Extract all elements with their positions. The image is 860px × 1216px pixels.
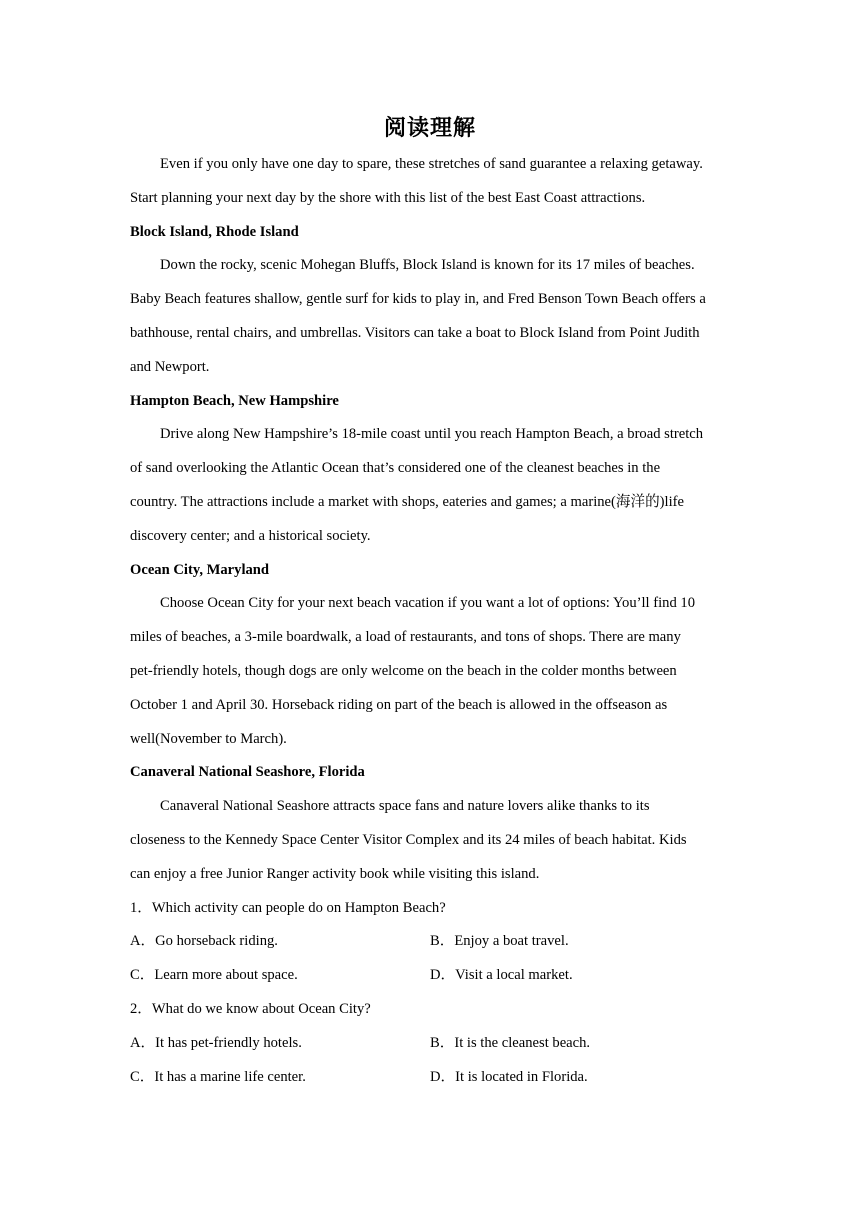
question-2 [130, 993, 730, 1094]
text-line: of sand overlooking the Atlantic Ocean that’s considered one of the cleanest beaches in the [130, 460, 661, 477]
text-line: closeness to the Kennedy Space Center Visitor Complex and its 24 miles of beach habitat. Kids [130, 831, 687, 848]
option-c: C．Learn more about space. [130, 967, 298, 984]
section-hampton-beach [130, 385, 730, 554]
text-line: Down the rocky, scenic Mohegan Bluffs, Block Island is known for its 17 miles of beaches. [160, 257, 695, 274]
option-b: B．It is the cleanest beach. [430, 1034, 591, 1051]
section-canaveral [130, 756, 730, 891]
page-title: 阅读理解 [383, 115, 476, 141]
text-line: Baby Beach features shallow, gentle surf for kids to play in, and Fred Benson Town Beach offers a [130, 291, 706, 308]
option-row [130, 925, 730, 959]
question-stem: 1．Which activity can people do on Hampton Beach? [130, 899, 446, 916]
document-page [130, 108, 730, 1094]
section-block-island [130, 216, 730, 385]
text-line: country. The attractions include a market with shops, eateries and games; a marine(海洋的)life [130, 493, 684, 510]
text-line: well(November to March). [130, 730, 287, 747]
text-line: bathhouse, rental chairs, and umbrellas. Visitors can take a boat to Block Island from Point Judith [130, 324, 700, 341]
option-row [130, 959, 730, 993]
option-d: D．It is located in Florida. [430, 1068, 588, 1085]
option-d: D．Visit a local market. [430, 967, 573, 984]
text-line: can enjoy a free Junior Ranger activity book while visiting this island. [130, 865, 540, 882]
section-ocean-city [130, 554, 730, 757]
text-line: Canaveral National Seashore attracts space fans and nature lovers alike thanks to its [160, 798, 650, 815]
option-c: C．It has a marine life center. [130, 1068, 306, 1085]
text-line: and Newport. [130, 358, 210, 375]
question-1 [130, 892, 730, 993]
option-row [130, 1061, 730, 1095]
text-line: discovery center; and a historical society. [130, 527, 371, 544]
text-line: Drive along New Hampshire’s 18-mile coast until you reach Hampton Beach, a broad stretch [160, 426, 704, 443]
option-a: A．It has pet-friendly hotels. [130, 1034, 302, 1051]
text-line: October 1 and April 30. Horseback riding on part of the beach is allowed in the offseason as [130, 696, 668, 713]
text-line: Even if you only have one day to spare, these stretches of sand guarantee a relaxing getaway. [160, 156, 703, 172]
question-stem: 2．What do we know about Ocean City? [130, 1000, 371, 1017]
section-heading: Block Island, Rhode Island [130, 223, 299, 240]
text-line: Choose Ocean City for your next beach vacation if you want a lot of options: You’ll find 10 [160, 595, 696, 612]
option-b: B．Enjoy a boat travel. [430, 933, 569, 950]
text-line: Start planning your next day by the shore with this list of the best East Coast attractions. [130, 189, 646, 206]
section-heading: Hampton Beach, New Hampshire [130, 392, 339, 409]
option-a: A．Go horseback riding. [130, 933, 278, 950]
section-heading: Ocean City, Maryland [130, 561, 270, 578]
text-line: miles of beaches, a 3-mile boardwalk, a load of restaurants, and tons of shops. There are many [130, 629, 681, 646]
section-heading: Canaveral National Seashore, Florida [130, 764, 365, 781]
option-row [130, 1027, 730, 1061]
text-line: pet-friendly hotels, though dogs are only welcome on the beach in the colder months between [130, 662, 677, 679]
intro-paragraph [130, 148, 730, 216]
